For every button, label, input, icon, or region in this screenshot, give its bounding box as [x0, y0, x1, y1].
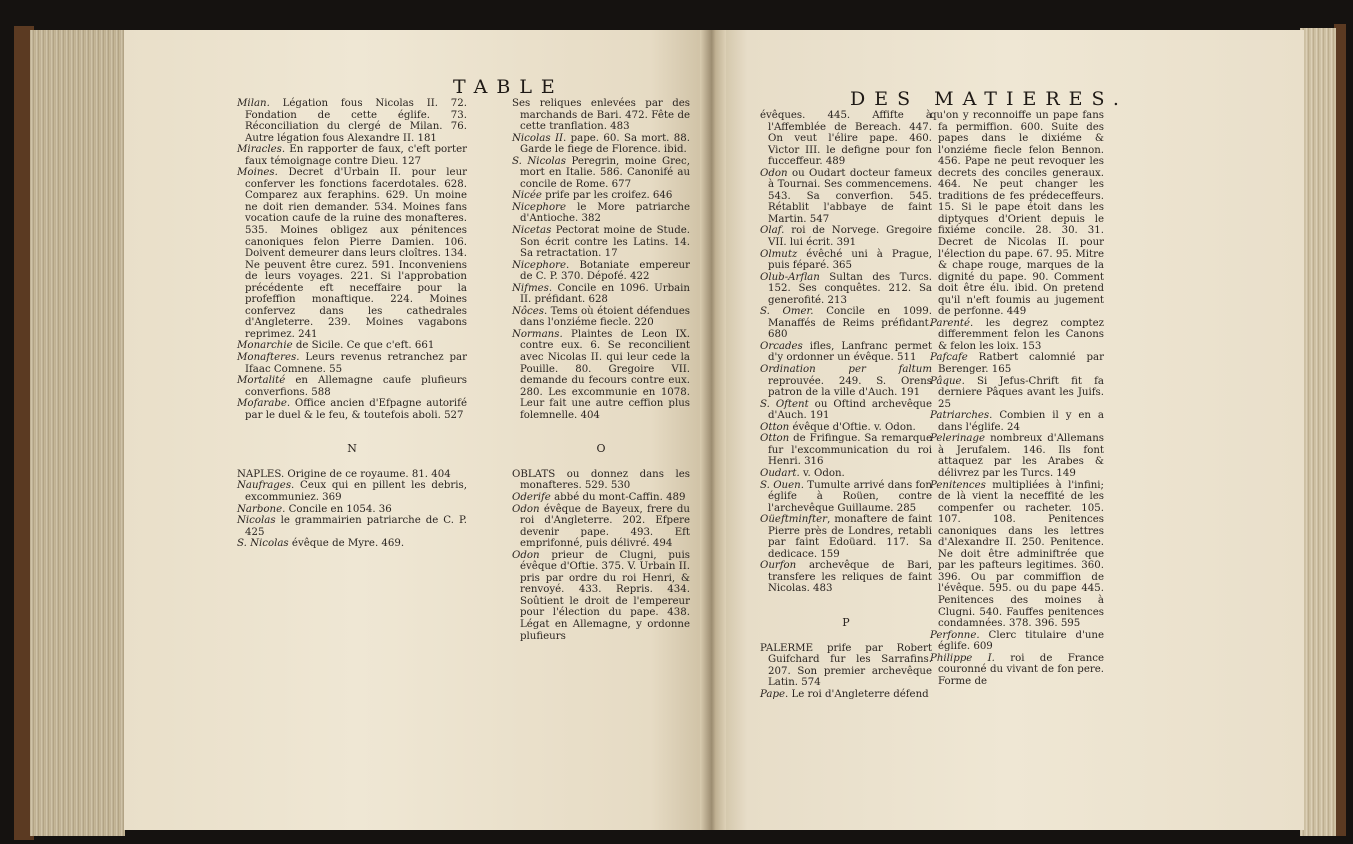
entry-text: ou Oudart docteur fameux à Tournai. Ses commencemens. 543. Sa converfion. 545. Rétablit l'abbaye de faint Martin. 547 — [768, 167, 932, 225]
page-edges-left — [30, 30, 125, 836]
entry-text: Clerc titulaire d'une églife. 609 — [938, 629, 1104, 653]
left-column-2 — [512, 98, 690, 642]
index-entry — [512, 469, 690, 492]
entry-text: le More patriarche d'Antioche. 382 — [520, 201, 690, 225]
index-entry — [237, 98, 467, 144]
entry-text: Origine de ce royaume. 81. 404 — [284, 468, 451, 480]
entry-keyword: Moines. — [237, 167, 278, 179]
entry-keyword: Orcades — [760, 340, 803, 352]
entry-keyword: Oudart. — [760, 467, 800, 479]
index-entry — [760, 422, 932, 434]
entry-keyword: Nôces. — [512, 305, 548, 317]
entry-keyword: Pape. — [760, 688, 789, 700]
entry-keyword: Otton — [760, 421, 790, 433]
index-entry — [760, 249, 932, 272]
entry-keyword: Nicetas — [512, 225, 552, 237]
section-letter-n: N — [347, 442, 357, 456]
entry-keyword: Pelerinage — [930, 433, 986, 445]
entry-keyword: Monarchie — [237, 340, 293, 352]
entry-keyword: Philippe I. — [930, 652, 995, 664]
index-entry — [930, 653, 1104, 688]
index-entry — [760, 272, 932, 307]
entry-text: Leurs revenus retranchez par Ifaac Comnene. 55 — [245, 352, 467, 375]
entry-text: Pectorat moine de Stude. Son écrit contre les Latins. 14. Sa retractation. 17 — [520, 225, 690, 260]
index-entry — [512, 202, 690, 225]
index-entry — [237, 469, 467, 481]
index-entry — [512, 156, 690, 191]
entry-text: évêque de Myre. 469. — [288, 538, 405, 550]
index-entry — [760, 110, 932, 168]
entry-keyword: Patriarches. — [930, 410, 993, 422]
entry-text: archevêque de Bari, transfere les reliques de faint Nicolas. 483 — [768, 560, 932, 595]
left-column-1 — [237, 98, 467, 550]
index-entry — [930, 433, 1104, 479]
entry-text: Combien il y en a dans l'églife. 24 — [938, 410, 1104, 433]
entry-text: Botaniate empereur de C. P. 370. Dépofé. 422 — [520, 259, 690, 283]
entry-text: Office ancien d'Efpagne autorifé par le duel & le feu, & toutefois aboli. 527 — [245, 398, 467, 421]
entry-text: Le roi d'Angleterre défend — [788, 688, 929, 700]
entry-text: multipliées à l'infini; de là vient la neceffité de les compenfer ou racheter. 105. 107. 108. Penitences canoniques dans les lettres d'Alexandre II. 250. Penitence. Ne doit être adminiftrée que par les pafteurs legitimes. 360. 396. Ou par commiffion de l'évêque. 595. ou du pape 445. Penitences des moines à Clugni. 540. Fauffes penitences condamnées. 378. 396. 595 — [938, 479, 1104, 630]
entry-keyword: Ordination per faltum — [760, 364, 932, 376]
index-entry — [760, 433, 932, 468]
index-entry — [760, 399, 932, 422]
entry-keyword: Ourfon — [760, 560, 797, 572]
entry-text: nombreux d'Allemans à Jerufalem. 146. Ils font attaquez par les Arabes & délivrez par les Turcs. 149 — [938, 433, 1104, 479]
entry-text: Tumulte arrivé dans fon églife à Roüen, contre l'archevêque Guillaume. 285 — [768, 479, 932, 514]
entry-text: Tems où étoient défendues dans l'onziéme fiecle. 220 — [520, 305, 690, 329]
entry-text: En rapporter de faux, c'eft porter faux témoignage contre Dieu. 127 — [245, 144, 467, 167]
entry-keyword: Otton — [760, 433, 790, 445]
entry-keyword: Oderife — [512, 491, 551, 503]
entry-keyword: S. Omer. — [760, 306, 814, 318]
index-entry — [930, 480, 1104, 630]
entry-keyword: OBLATS — [512, 468, 556, 480]
entry-keyword: Nicolas — [237, 515, 276, 527]
entry-text: roi de Norvege. Gregoire VII. lui écrit. 391 — [768, 225, 932, 249]
entry-keyword: Parenté. — [930, 317, 974, 329]
entry-text: Peregrin, moine Grec, mort en Italie. 586. Canonifé au concile de Rome. 677 — [520, 155, 690, 190]
index-entry — [512, 329, 690, 421]
entry-keyword: Pâque. — [930, 375, 965, 387]
index-entry — [512, 190, 690, 202]
index-entry — [237, 515, 467, 538]
entry-keyword: Naufrages. — [237, 480, 295, 492]
entry-keyword: Nicée — [512, 190, 542, 202]
section-letter-o: O — [596, 442, 606, 456]
entry-text: Concile en 1099. Manaffés de Reims préfidant. 680 — [768, 306, 932, 341]
entry-text: ou donnez dans les monafteres. 529. 530 — [520, 468, 690, 492]
index-entry — [512, 98, 690, 133]
entry-keyword: S. Nicolas — [512, 155, 566, 167]
index-entry — [760, 514, 932, 560]
index-entry — [760, 468, 932, 480]
index-entry — [760, 560, 932, 595]
index-entry — [930, 110, 1104, 318]
entry-text: pape. 60. Sa mort. 88. Garde le fiege de Florence. ibid. — [520, 132, 690, 156]
entry-text: Concile en 1096. Urbain II. préfidant. 628 — [520, 282, 690, 306]
entry-text: , monaftere de faint Pierre près de Londres, retabli par faint Edoüard. 117. Sa dedicace. 159 — [768, 514, 932, 560]
entry-keyword: S. Nicolas — [237, 538, 289, 550]
entry-keyword: Oüeftminfter — [760, 514, 828, 526]
entry-text: Decret d'Urbain II. pour leur conferver les fonctions facerdotales. 628. Comparez aux feraphins. 629. Un moine ne doit rien demander. 534. Moines fans vocation caufe de la ruine des monafteres. 535. Moines obligez aux pénitences canoniques felon Pierre Damien. 106. Doivent demeurer dans leurs cloîtres. 134. Ne peuvent être curez. 591. Inconveniens de leurs voyages. 221. Si l'approbation précédente eft neceffaire pour la profeffion monaftique. 224. Moines confervez dans les cathedrales d'Angleterre. 239. Moines vagabons reprimez. 241 — [245, 167, 467, 340]
index-entry — [930, 376, 1104, 411]
entry-keyword: Pafcafe — [930, 352, 968, 364]
entry-text: abbé du mont-Caffin. 489 — [550, 491, 686, 503]
entry-text: qu'on y reconnoiffe un pape fans fa permiffion. 600. Suite des papes dans le dixiéme & l'onziéme fiecle felon Bennon. 456. Pape ne peut revoquer les decrets des conciles generaux. 464. Ne peut changer les traditions de fes prédeceffeurs. 15. Si le pape étoit dans les diptyques d'Orient depuis le fixiéme concile. 28. 30. 31. Decret de Nicolas II. pour l'élection du pape. 67. 95. Mitre & chape rouge, marques de la dignité du pape. 90. Comment doit être élu. ibid. On pretend qu'il n'eft foumis au jugement de perfonne. 449 — [930, 110, 1104, 318]
index-entry — [760, 643, 932, 689]
entry-text: Ratbert calomnié par Berenger. 165 — [938, 352, 1104, 376]
index-entry — [760, 168, 932, 226]
entry-text: évêché uni à Prague, puis féparé. 365 — [768, 248, 932, 272]
index-entry — [760, 306, 932, 341]
entry-keyword: Perfonne. — [930, 629, 980, 641]
entry-text: ifles, Lanfranc permet d'y ordonner un évêque. 511 — [768, 340, 932, 364]
entry-text: évêque de Bayeux, frere du roi d'Angleterre. 202. Efpere devenir pape. 493. Eft emprifonné, puis délivré. 494 — [520, 503, 690, 550]
entry-keyword: Milan. — [237, 98, 270, 109]
page-edges-right — [1300, 28, 1336, 836]
entry-keyword: Odon — [760, 167, 788, 179]
book-gutter — [700, 30, 726, 830]
entry-text: Sultan des Turcs. 152. Ses conquêtes. 212. Sa generofité. 213 — [768, 271, 932, 306]
entry-keyword: S. Ouen. — [760, 479, 804, 491]
entry-text: Légation fous Nicolas II. 72. Fondation de cette églife. 73. Réconciliation du clergé de Milan. 76. Autre légation fous Alexandre II. 181 — [245, 98, 467, 144]
index-entry — [512, 225, 690, 260]
index-entry — [512, 492, 690, 504]
entry-text: les degrez comptez differemment felon les Canons & felon les loix. 153 — [938, 317, 1104, 352]
entry-text: évêques. 445. Affifte à l'Affemblée de Bereach. 447. On veut l'élire pape. 460. Victor III. le defigne pour fon fucceffeur. 489 — [760, 110, 932, 168]
index-entry — [512, 550, 690, 642]
index-entry — [930, 630, 1104, 653]
right-page-header: DES MATIERES. — [850, 88, 1128, 110]
entry-text: Ses reliques enlevées par des marchands de Bari. 472. Fête de cette tranflation. 483 — [512, 98, 690, 133]
entry-text: reprouvée. 249. S. Orens patron de la ville d'Auch. 191 — [768, 375, 932, 399]
entry-keyword: PALERME — [760, 642, 814, 654]
entry-keyword: Olaf. — [760, 225, 785, 237]
entry-keyword: Odon — [512, 549, 540, 561]
entry-keyword: Monafteres. — [237, 352, 300, 364]
index-entry — [237, 375, 467, 398]
index-entry — [760, 689, 932, 701]
index-entry — [512, 306, 690, 329]
index-entry — [237, 538, 467, 550]
right-column-2 — [930, 110, 1104, 687]
entry-keyword: Olub-Arflan — [760, 271, 820, 283]
entry-text: prieur de Clugni, puis évêque d'Oftie. 375. V. Urbain II. pris par ordre du roi Henri, & renvoyé. 433. Repris. 434. Soûtient le droit de l'empereur pour l'élection du pape. 438. Légat en Allemagne, y ordonne plufieurs — [520, 549, 690, 642]
right-column-1 — [760, 110, 932, 700]
index-entry — [512, 260, 690, 283]
entry-text: évêque d'Oftie. v. Odon. — [789, 421, 916, 433]
index-entry — [760, 225, 932, 248]
entry-keyword: Nicolas II. — [512, 132, 567, 144]
entry-keyword: Narbone. — [237, 503, 286, 515]
index-entry — [512, 133, 690, 156]
entry-keyword: Miracles. — [237, 144, 286, 156]
entry-text: de Sicile. Ce que c'eft. 661 — [292, 340, 435, 352]
index-entry — [930, 410, 1104, 433]
entry-keyword: S. Oftent — [760, 398, 809, 410]
entry-text: prife par Robert Guifchard fur les Sarrafins. 207. Son premier archevêque Latin. 574 — [768, 642, 932, 689]
section-letter-p: P — [842, 615, 850, 629]
entry-text: v. Odon. — [799, 467, 845, 479]
entry-keyword: NAPLES. — [237, 468, 285, 480]
entry-text: Plaintes de Leon IX. contre eux. 6. Se reconcilient avec Nicolas II. qui leur cede la Pouille. 80. Gregoire VII. demande du fecours contre eux. 280. Les excommunie en 1078. Leur fait une autre ceffion plus folemnelle. 404 — [520, 328, 690, 421]
index-entry — [237, 480, 467, 503]
index-entry — [760, 480, 932, 515]
index-entry — [760, 364, 932, 399]
index-entry — [512, 283, 690, 306]
entry-text: roi de France couronné du vivant de fon pere. Forme de — [938, 652, 1105, 687]
entry-keyword: Nicephore. — [512, 259, 570, 271]
index-entry — [237, 504, 467, 516]
left-page-header: TABLE — [453, 76, 564, 98]
index-entry — [237, 144, 467, 167]
entry-keyword: Nicephore — [512, 201, 567, 213]
index-entry — [930, 318, 1104, 353]
index-entry — [237, 352, 467, 375]
index-entry — [237, 167, 467, 340]
entry-keyword: Mofarabe. — [237, 398, 291, 410]
entry-text: Ceux qui en pillent les debris, excommuniez. 369 — [245, 480, 467, 503]
index-entry — [760, 341, 932, 364]
entry-text: ou Oftind archevêque d'Auch. 191 — [768, 398, 932, 422]
entry-text: de Frifingue. Sa remarque fur l'excommunication du roi Henri. 316 — [768, 433, 932, 468]
index-entry — [930, 352, 1104, 375]
entry-keyword: Odon — [512, 503, 540, 515]
entry-text: prife par les croifez. 646 — [541, 190, 673, 202]
entry-keyword: Olmutz — [760, 248, 798, 260]
index-entry — [237, 340, 467, 352]
entry-keyword: Normans. — [512, 328, 563, 340]
index-entry — [237, 398, 467, 421]
entry-text: Si Jefus-Chrift fit fa derniere Pâques avant les Juifs. 25 — [938, 375, 1104, 410]
entry-keyword: Mortalité — [237, 375, 286, 387]
entry-keyword: Penitences — [930, 479, 986, 491]
entry-text: le grammairien patriarche de C. P. 425 — [245, 515, 467, 538]
index-entry — [512, 504, 690, 550]
entry-text: Concile en 1054. 36 — [285, 503, 392, 515]
entry-text: en Allemagne caufe plufieurs converfions. 588 — [245, 375, 467, 398]
entry-keyword: Nifmes. — [512, 282, 553, 294]
